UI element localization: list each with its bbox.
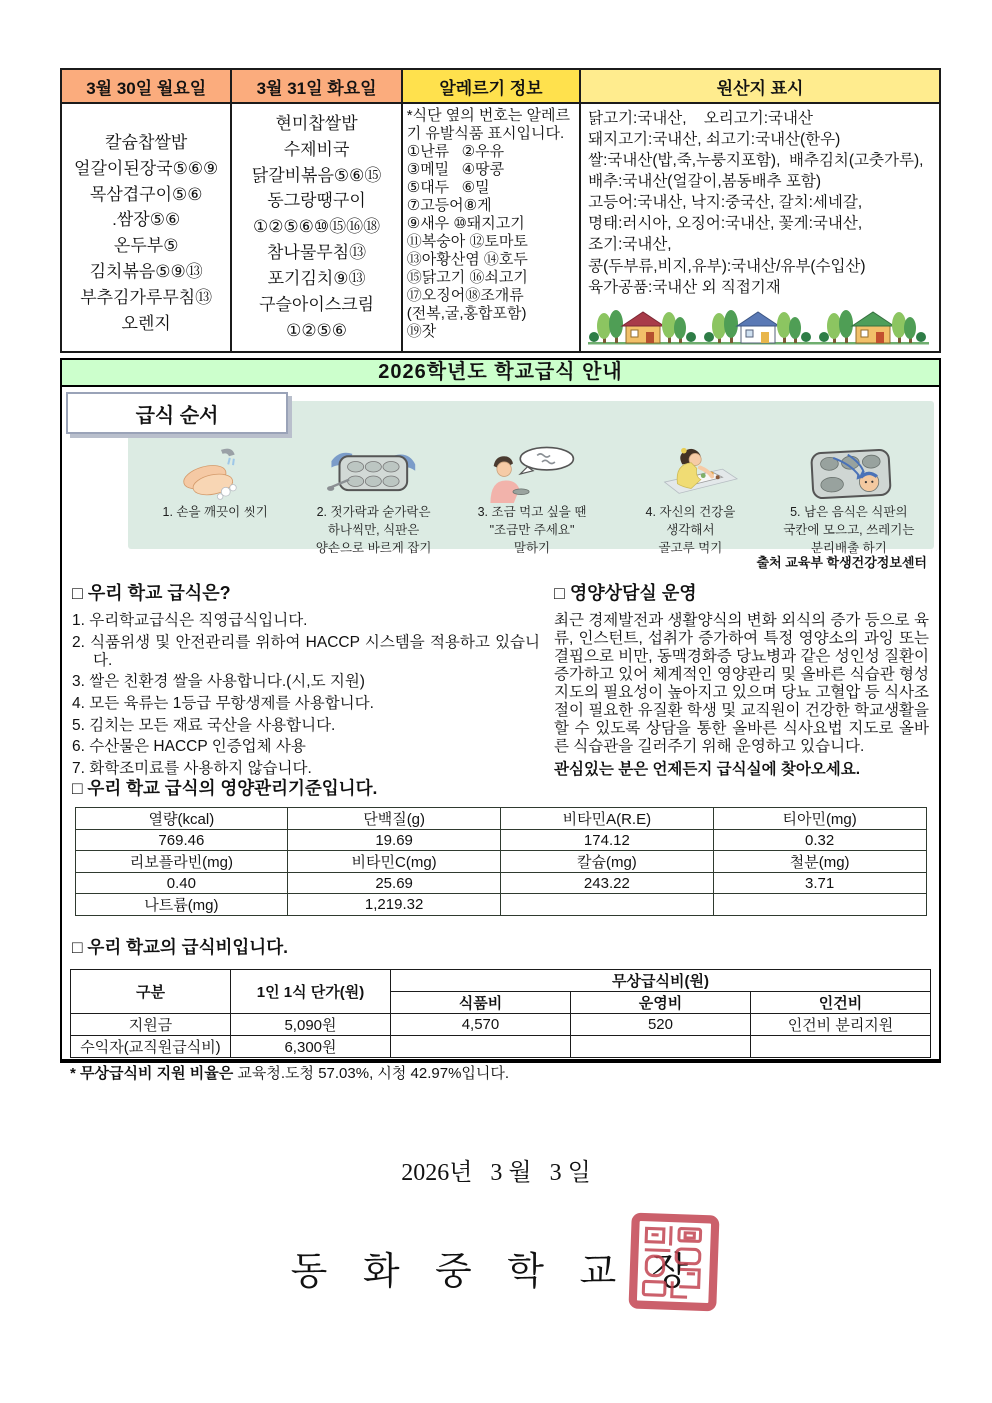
allergy-line: ⑬아황산염 ⑭호두 [406,251,528,268]
step-2 [294,445,452,555]
source-credit: 출처 교육부 학생건강정보센터 [756,555,927,570]
allergy-info-cell [402,103,580,352]
allergy-intro: *식단 옆의 번호는 알레르기 유발식품 표시입니다. [406,107,570,142]
allergy-line: (전복,굴,홍합포함) [406,305,527,322]
handwashing-icon [171,445,260,503]
allergy-line: ⑤대두 ⑥밀 [406,179,490,196]
allergy-line: ⑨새우 ⑩돼지고기 [406,215,525,232]
counseling-section [554,579,929,778]
origin-header: 원산지 표시 [580,69,940,103]
step-caption-line: 말하기 [513,540,551,555]
menu-day2-header: 3월 31일 화요일 [231,69,401,103]
origin-line: 명태:러시아, 오징어:국내산, 꽃게:국내산, [588,215,863,233]
menu-item: 현미찹쌀밥 [275,114,358,133]
allergy-line: ③메밀 ④땅콩 [406,161,505,178]
allergy-header: 알레르기 정보 [402,69,580,103]
allergy-line: ⑮닭고기 ⑯쇠고기 [406,269,528,286]
step-caption-line: "조금만 주세요" [489,522,575,537]
counseling-note: 관심있는 분은 언제든지 급식실에 찾아오세요. [554,760,861,778]
nutrition-cell: 비타민C(mg) [288,851,501,873]
step-caption-line: 3. 조금 먹고 싶을 땐 [477,505,587,519]
school-meal-list [72,612,540,778]
origin-line: 콩(두부류,비지,유부):국내산/유부(수입산) [588,257,866,275]
nutrition-cell: 243.22 [501,873,714,894]
nutrition-cell [713,894,926,916]
nutrition-cell: 3.71 [713,873,926,894]
nutrition-cell: 174.12 [501,830,714,851]
step-caption-line: 국칸에 모으고, 쓰레기는 [783,522,915,537]
step-caption-line: 분리배출 하기 [810,540,887,555]
step-3 [453,445,611,555]
origin-line: 쌀:국내산(밥,죽,누룽지포함), 배추김치(고춧가루), 배추:국내산(얼갈이,봄동배추 포함) [588,152,928,191]
origin-line: 돼지고기:국내산, 쇠고기:국내산(한우) [588,131,841,149]
list-item: 4. 모든 육류는 1등급 무항생제를 사용합니다. [72,695,374,712]
allergy-line: ①난류 ②우유 [406,143,505,160]
cost-col-sub: 운영비 [570,992,750,1014]
cost-cell: 지원금 [70,1014,230,1036]
cost-cell: 4,570 [390,1014,570,1036]
list-item: 1. 우리학교급식은 직영급식입니다. [72,612,308,629]
nutrition-cell: 칼슘(mg) [501,851,714,873]
principal-signature: 동 화 중 학 교 장 [290,1251,702,1293]
nutrition-heading: □ 우리 학교 급식의 영양관리기준입니다. [72,778,378,798]
allergy-line: ⑪복숭아 ⑫토마토 [406,233,528,250]
meal-steps-section [62,387,939,573]
ask-small-portion-icon [484,445,581,503]
cost-cell [570,1036,750,1058]
cost-table [70,969,931,1058]
step-caption-line: 5. 남은 음식은 식판의 [790,505,908,519]
cost-cell: 6,300원 [230,1036,390,1058]
menu-item: .쌈장⑤⑥ [112,210,181,230]
nutrition-cell [501,894,714,916]
step-4 [611,445,769,555]
cost-cell: 인건비 분리지원 [750,1014,930,1036]
menu-item: 포기김치⑨⑬ [267,268,366,288]
list-item: 6. 수산물은 HACCP 인증업체 사용 [72,738,306,756]
cost-col-sub: 식품비 [390,992,570,1014]
step-5 [770,445,928,555]
nutrition-cell: 리보플라빈(mg) [75,851,288,873]
allergy-line: ⑲잣 [406,323,437,340]
nutrition-cell: 티아민(mg) [713,808,926,830]
nutrition-cell: 나트륨(mg) [75,894,288,916]
step-caption-line: 하나씩만, 식판은 [327,522,420,537]
menu-day1-cell [61,103,231,352]
step-caption-line: 양손으로 바르게 잡기 [315,540,432,555]
village-illustration [588,301,929,347]
menu-table [60,68,941,353]
cost-col-sub: 인건비 [750,992,930,1014]
cost-cell: 수익자(교직원급식비) [70,1036,230,1058]
cost-heading: □ 우리 학교의 급식비입니다. [72,937,288,957]
origin-line: 닭고기:국내산, 오리고기:국내산 [588,110,813,127]
origin-line: 고등어:국내산, 낙지:중국산, 갈치:세네갈, [588,194,863,212]
step-caption-line: 4. 자신의 건강을 [645,505,736,519]
menu-item: 부추김가루무침⑬ [80,287,213,307]
menu-day1-header: 3월 30일 월요일 [61,69,231,103]
cost-col-gubun: 구분 [70,970,230,1014]
tray-utensils-icon [325,445,422,503]
menu-item: 구슬아이스크림 [259,294,375,314]
nutrition-cell: 1,219.32 [288,894,501,916]
nutrition-cell: 비타민A(R.E) [501,808,714,830]
menu-item: 참나물무침⑬ [267,243,367,263]
info-columns [62,573,939,778]
cost-col-price: 1인 1식 단가(원) [230,970,390,1014]
cost-col-group: 무상급식비(원) [390,970,930,992]
principal-stamp-icon [628,1212,720,1312]
nutrition-cell: 철분(mg) [713,851,926,873]
step-caption-line: 골고루 먹기 [658,540,723,555]
leftover-sorting-icon [801,445,898,503]
menu-item: 닭갈비볶음⑤⑥⑮ [251,165,382,185]
step-caption-line: 1. 손을 깨끗이 씻기 [162,505,268,519]
cost-footnote-rest: 교육청.도청 57.03%, 시청 42.97%입니다. [233,1065,510,1082]
school-meal-section [72,579,540,777]
issue-date: 2026년 3 월 3 일 [401,1160,591,1186]
step-caption-line: 생각해서 [666,522,715,537]
nutrition-cell: 769.46 [75,830,288,851]
menu-item: ①②⑤⑥ [286,320,348,340]
nutrition-cell: 0.40 [75,873,288,894]
list-item: 7. 화학조미료를 사용하지 않습니다. [72,759,312,777]
balanced-eating-icon [642,445,739,503]
notice-title: 2026학년도 학교급식 안내 [62,360,939,387]
cost-cell [390,1036,570,1058]
origin-line: 조기:국내산, [588,236,672,254]
allergy-line: ⑦고등어⑧게 [406,197,492,214]
cost-cell: 520 [570,1014,750,1036]
nutrition-cell: 단백질(g) [288,808,501,830]
list-item: 2. 식품위생 및 안전관리를 위하여 HACCP 시스템을 적용하고 있습니다. [72,633,540,669]
counseling-body: 최근 경제발전과 생활양식의 변화 외식의 증가 등으로 육류, 인스턴트, 섭취가 증가하여 특정 영양소의 과잉 또는 결핍으로 비만, 동맥경화증 당뇨병과 같은 성인성 질환이 증가하고 있어 체계적인 영양관리 및 올바른 식습관 형성지도의 필요성이 높아지고 있으며 당뇨 고혈압 등 식사조절이 필요한 유질환 학생 및 교직원이 건강한 학교생활을 할 수 있도록 상담을 통한 올바른 식사요법 지도로 올바른 식습관을 길러주기 위해 운영하고 있습니다. [554,612,929,755]
nutrition-cell: 0.32 [713,830,926,851]
menu-item: 김치볶음⑤⑨⑬ [89,262,203,282]
nutrition-cell: 열량(kcal) [75,808,288,830]
cost-footnote [62,1058,939,1083]
origin-cell [580,103,940,352]
cost-cell: 5,090원 [230,1014,390,1036]
notice-box [60,358,941,1082]
list-item: 3. 쌀은 친환경 쌀을 사용합니다.(시,도 지원) [72,673,365,691]
step-1 [136,445,294,549]
menu-item: 동그랑땡구이 [267,191,366,211]
menu-item: 오렌지 [121,313,171,333]
nutrition-cell: 25.69 [288,873,501,894]
menu-item: 수제비국 [283,139,350,159]
counseling-heading: □ 영양상담실 운영 [554,583,697,603]
nutrition-cell: 19.69 [288,830,501,851]
cost-cell [750,1036,930,1058]
step-caption-line: 2. 젓가락과 숟가락은 [316,505,431,519]
menu-day2-cell [231,103,401,352]
list-item: 5. 김치는 모든 재료 국산을 사용합니다. [72,716,336,734]
menu-item: 온두부⑤ [113,236,179,256]
cost-footnote-lead: * 무상급식비 지원 비율은 [70,1065,234,1082]
school-meal-heading: □ 우리 학교 급식은? [72,583,231,603]
menu-item: 칼슘찹쌀밥 [105,133,188,152]
menu-item: ①②⑤⑥⑩⑮⑯⑱ [252,217,381,237]
allergy-line: ⑰오징어⑱조개류 [406,287,524,304]
menu-item: 목삼겹구이⑤⑥ [89,184,203,204]
menu-item: 얼갈이된장국⑤⑥⑨ [74,158,219,178]
nutrition-table [75,807,927,916]
origin-line: 육가공품:국내산 외 직접기재 [588,278,781,296]
steps-label: 급식 순서 [66,392,288,434]
